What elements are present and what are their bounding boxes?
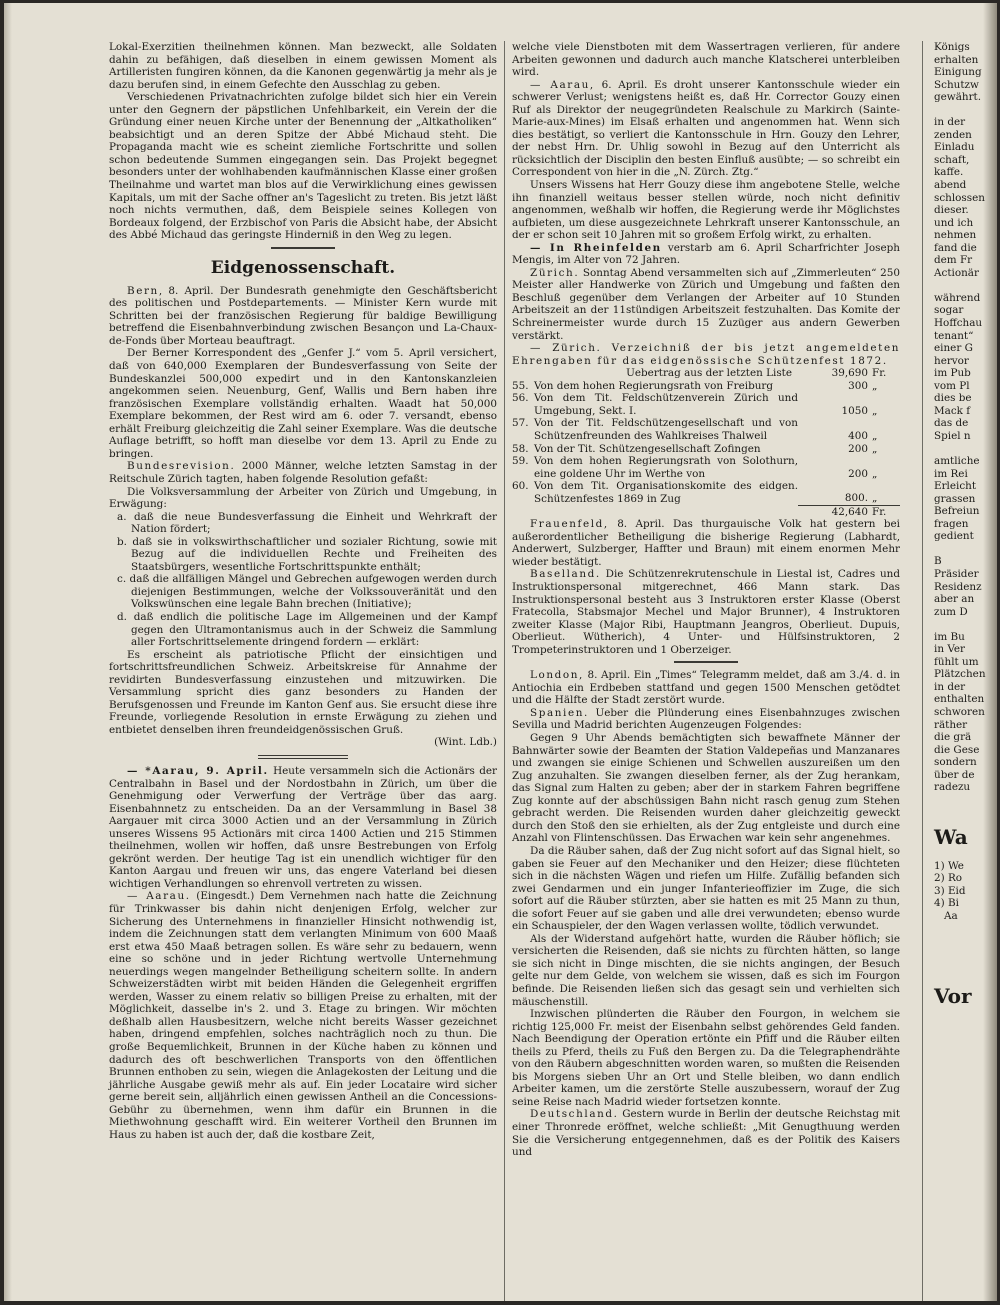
article-paragraph: Deutschland. Gestern wurde in Berlin der deutsche Reichstag mit einer Thronrede eröffnet, welche schließt: „Mit Genugthuung werden Sie die Versicherung entgegennehmen, daß es der Politik des Kaisers und: [512, 1108, 900, 1159]
article-paragraph: Frauenfeld, 8. April. Das thurgauische Volk hat gestern bei außerordentlicher Betheiligung die bisherige Regierung (Labhardt, Anderwert, Sulzberger, Haffter und Braun) mit einem enormen Mehr wieder bestätigt.: [512, 518, 900, 568]
dateline: — Aarau.: [127, 890, 191, 903]
truncated-line: schworen: [934, 705, 985, 718]
truncated-line: zum D: [934, 605, 968, 618]
truncated-line: Schutzw: [934, 78, 979, 91]
truncated-line: fand die: [934, 241, 977, 254]
dateline: — In Rheinfelden: [530, 241, 662, 254]
article-paragraph: Als der Widerstand aufgehört hatte, wurden die Räuber höflich; sie versicherten die Reisenden, daß sie nichts zu fürchten hätten, so lange sie sich nicht in Dinge mischten, die sie nichts angingen, der Besuch gelte nur dem Gelde, von welchem sie wissen, daß es sich im Fourgon befinde. Die Reisenden ließen sich das gesagt sein und verhielten sich mäuschenstill.: [512, 932, 900, 1008]
dateline: London,: [530, 669, 584, 682]
truncated-line: nehmen: [934, 229, 977, 242]
dateline: Deutschland.: [530, 1108, 619, 1121]
truncated-line: 3) Eid: [934, 884, 966, 897]
donation-table: [512, 367, 900, 518]
dateline: — Aarau,: [530, 78, 595, 91]
truncated-line: Mack f: [934, 404, 971, 417]
column-rule: [922, 41, 923, 1301]
article-paragraph: Spanien. Ueber die Plünderung eines Eisenbahnzuges zwischen Sevilla und Madrid berichten Augenzeugen Folgendes:: [512, 706, 900, 732]
truncated-line: während: [934, 291, 981, 304]
truncated-lines: [934, 860, 997, 910]
truncated-line: Aa: [944, 910, 958, 922]
truncated-line: die Gese: [934, 743, 980, 756]
truncated-line: [934, 443, 997, 456]
truncated-line: über de: [934, 768, 975, 781]
truncated-line: [934, 618, 997, 631]
truncated-lines: [934, 41, 997, 794]
column-1: [109, 41, 497, 1141]
truncated-line: Spiel n: [934, 429, 971, 442]
article-paragraph: Unsers Wissens hat Herr Gouzy diese ihm angebotene Stelle, welche ihn finanziell weitaus besser stellen würde, noch nicht definitiv angenommen, weßhalb wir hoffen, die Regierung werde ihr Möglichstes aufbieten, um diese ausgezeichnete Lehrkraft unserer Kantonsschule, an der er schon seit 10 Jahren mit so großem Erfolg wirkt, zu erhalten.: [512, 179, 900, 242]
source-attribution: (Wint. Ldb.): [434, 736, 497, 749]
separator: [271, 247, 335, 249]
article-paragraph: Lokal-Exerzitien theilnehmen können. Man bezweckt, alle Soldaten dahin zu befähigen, daß dieselben in einem gewissen Moment als Artilleristen fungiren können, da die Kanonen gegenwärtig ja mehr als je dazu berufen sind, in einem Gefechte den Ausschlag zu geben.: [109, 41, 497, 91]
dateline: Frauenfeld,: [530, 518, 609, 531]
truncated-line: B: [934, 555, 942, 568]
article-paragraph: Es erscheint als patriotische Pflicht der einsichtigen und fortschrittsfreundlichen Schweiz. Arbeitskreise für Annahme der revidirten Bundesverfassung einzustehen und mitzuwirken. Die Versammlung spricht dies ganz besonders zu Handen der Berufsgenossen und Freunde im Kanton Genf aus. Sie ersucht diese ihre Freunde, vorliegende Resolution in ernste Erwägung zu ziehen und entbietet denselben ihren freundeidgenössischen Gruß.: [109, 648, 497, 736]
table-row: 59. Von dem hohen Regierungsrath von Solothurn, eine goldene Uhr im Werthe von 200 „: [512, 455, 878, 480]
list-item: b. daß sie in volkswirthschaftlicher und sozialer Richtung, sowie mit Bezug auf die individuellen Rechte und Freiheiten des Staatsbürgers, wesentliche Fortschrittspunkte enthält;: [117, 535, 497, 573]
table-row: Uebertrag aus der letzten Liste 39,690 Fr.: [626, 367, 887, 380]
article-paragraph: Bundesrevision. 2000 Männer, welche letzten Samstag in der Reitschule Zürich tagten, haben folgende Resolution gefaßt:: [109, 460, 497, 485]
article-paragraph: — Aarau. (Eingesdt.) Dem Vernehmen nach hatte die Zeichnung für Trinkwasser bis dahin nicht denjenigen Erfolg, welcher zur Sicherung des Unternehmens in finanzieller Hinsicht nothwendig ist, indem die Zeichnungen statt dem verlangten Minimum von 600 Maaß erst etwa 450 Maaß betragen sollen. Es wäre sehr zu bedauern, wenn eine so schöne und in jeder Richtung wertvolle Unternehmung neuerdings wegen mangelnder Betheiligung scheitern sollte. In andern Schweizerstädten wirbt mit beiden Händen die Gelegenheit ergriffen werden, Wasser zu einem relativ so billigen Preise zu erhalten, mit der Möglichkeit, dasselbe in's 2. und 3. Etage zu bringen. Wir möchten deßhalb allen Hausbesitzern, welche nicht bereits Wasser gezeichnet haben, dringend empfehlen, solches nachträglich noch zu thun. Die große Bequemlichkeit, Brunnen in der Küche haben zu können und dadurch des oft beschwerlichen Transports von den öffentlichen Brunnen enthoben zu sein, wiegen die Anlagekosten der Leitung und die jährliche Ausgabe gewiß mehr als auf. Ein jeder Locataire wird sicher gerne bereit sein, alljährlich einen gewissen Antheil an die Concessions-Gebühr zu übernehmen, wenn ihm dafür ein Brunnen in die Miethwohnung geschafft wird. Ein weiterer Vortheil den Brunnen im Haus zu haben ist auch der, daß die kostbare Zeit,: [109, 890, 498, 1141]
truncated-line: Einigung: [934, 66, 982, 79]
truncated-lines: [934, 910, 997, 923]
truncated-line: in der: [934, 680, 966, 693]
truncated-line: Residenz: [934, 580, 982, 593]
page-shadow-left: [4, 3, 12, 1301]
truncated-line: erhalten: [934, 53, 979, 66]
table-row: 57. Von der Tit. Feldschützengesellschaft und von Schützenfreunden des Wahlkreises Thalweil 400 „: [512, 417, 878, 442]
truncated-line: im Bu: [934, 630, 965, 643]
list-item: d. daß endlich die politische Lage im Allgemeinen und der Kampf gegen den Ultramontanismus auch in der Schweiz die Sammlung aller Fortschrittselemente dringend fordern — erklärt:: [117, 610, 497, 649]
article-paragraph: — *Aarau, 9. April. Heute versammeln sich die Actionärs der Centralbahn in Basel und der Nordostbahn in Zürich, um über die Genehmigung oder Verwerfung der Verträge über das aarg. Eisenbahnnetz zu entscheiden. Da an der Versammlung in Basel 38 Aargauer mit circa 3000 Actien und an der Versammlung in Zürich unseres Wissens 95 Actionärs mit circa 1400 Actien und 215 Stimmen theilnehmen, wollen wir hoffen, daß unsre Bestrebungen von Erfolg gekrönt werden. Der heutige Tag ist ein unendlich wichtiger für den Kanton Aargau und freuen wir uns, das engere Vaterland bei diesen wichtigen Verhandlungen so ehrenvoll vertreten zu wissen.: [109, 764, 497, 890]
table-row: 58. Von der Tit. Schützengesellschaft Zofingen 200 „: [512, 442, 878, 455]
truncated-line: die grä: [934, 731, 972, 744]
column-3-partial: [934, 41, 997, 1009]
truncated-line: Königs: [934, 41, 970, 53]
truncated-line: [934, 279, 997, 292]
truncated-line: tenant“: [934, 329, 974, 342]
truncated-line: 4) Bi: [934, 897, 959, 910]
section-heading: Eidgenossenschaft.: [210, 257, 396, 278]
truncated-line: 2) Ro: [934, 872, 963, 885]
truncated-line: dem Fr: [934, 254, 973, 267]
truncated-line: enthalten: [934, 693, 985, 706]
truncated-line: vom Pl: [934, 379, 970, 392]
article-paragraph: Bern, 8. April. Der Bundesrath genehmigte den Geschäftsbericht des politischen und Postdepartements. — Minister Kern wurde mit Schritten bei der französischen Regierung für baldige Bewilligung betreffend die Eisenbahnverbindung zwischen Besançon und La-Chaux-de-Fonds über Morteau beauftragt.: [109, 284, 497, 347]
truncated-line: Präsider: [934, 567, 979, 580]
truncated-line: und ich: [934, 216, 974, 229]
dateline: — *Aarau, 9. April.: [127, 764, 269, 777]
truncated-line: im Pub: [934, 367, 971, 380]
truncated-line: Einladu: [934, 141, 975, 154]
truncated-line: dieser.: [934, 204, 969, 217]
truncated-line: schaft,: [934, 153, 970, 166]
article-paragraph: London, 8. April. Ein „Times“ Telegramm meldet, daß am 3./4. d. in Antiochia ein Erdbeben stattfand und gegen 1500 Menschen getödtet und die Hälfte der Stadt zerstört wurde.: [512, 669, 900, 707]
truncated-heading: Vor: [934, 983, 972, 1008]
truncated-line: radezu: [934, 781, 971, 794]
truncated-line: Erleicht: [934, 480, 977, 493]
separator: [258, 755, 348, 759]
truncated-line: grassen: [934, 492, 976, 505]
article-paragraph: Inzwischen plünderten die Räuber den Fourgon, in welchem sie richtig 125,000 Fr. meist der Eisenbahn selbst gehörendes Geld fanden. Nach Beendigung der Operation ertönte ein Pfiff und die Räuber eilten theils zu Pferd, theils zu Fuß den Bergen zu. Da die Telegraphendrähte von den Räubern abgeschnitten worden waren, so mußten die Reisenden bis Morgens sieben Uhr an Ort und Stelle bleiben, wo dann endlich Arbeiter kamen, um die zerstörte Stelle auszubessern, worauf der Zug seine Reise nach Madrid wieder fortsetzen konnte.: [512, 1008, 900, 1108]
dateline: Baselland.: [530, 568, 601, 581]
list-heading: — Zürich. Verzeichniß der bis jetzt angemeldeten Ehrengaben für das eidgenössische Schützenfest 1872.: [512, 342, 900, 367]
truncated-line: dies be: [934, 392, 972, 405]
truncated-line: das de: [934, 417, 969, 430]
article-paragraph: welche viele Dienstboten mit dem Wassertragen verlieren, für andere Arbeiten gewonnen und dadurch auch manche Klatscherei unterbleiben wird.: [512, 41, 900, 79]
article-paragraph: Zürich. Sonntag Abend versammelten sich auf „Zimmerleuten“ 250 Meister aller Handwerke von Zürich und Umgebung und faßten den Beschluß gegenüber dem Verlangen der Arbeiter auf 10 Stunden Arbeitszeit an der 11stündigen Arbeitszeit festzuhalten. Das Komite der Schreinermeister wurde durch 15 Zuzüger aus andern Gewerben verstärkt.: [512, 266, 900, 342]
article-paragraph: Die Volksversammlung der Arbeiter von Zürich und Umgebung, in Erwägung:: [109, 485, 497, 511]
truncated-line: sogar: [934, 304, 964, 317]
truncated-line: [934, 543, 997, 556]
truncated-line: in der: [934, 116, 966, 129]
truncated-line: in Ver: [934, 643, 965, 656]
truncated-line: zenden: [934, 128, 972, 141]
article-paragraph: Der Berner Korrespondent des „Genfer J.“ vom 5. April versichert, daß von 640,000 Exemplaren der Bundesverfassung von Seite der Bundeskanzlei 500,000 expedirt und in den Kantonskanzleien angekommen seien. Neuenburg, Genf, Wallis und Bern haben ihre französischen Exemplare vollständig erhalten. Waadt hat 50,000 Exemplare bekommen, der Rest wird am 6. oder 7. versandt, ebenso erhält Freiburg gleichzeitig die Zahl seiner Exemplare. Was die deutsche Auflage betrifft, so hofft man dieselbe vor dem 13. April zu Ende zu bringen.: [109, 347, 497, 460]
table-row: 56. Von dem Tit. Feldschützenverein Zürich und Umgebung, Sekt. I. 1050 „: [512, 392, 878, 417]
truncated-line: Plätzchen: [934, 668, 986, 681]
truncated-line: im Rei: [934, 467, 968, 480]
dateline: Bern: [127, 284, 159, 297]
newspaper-page: [4, 3, 997, 1301]
article-paragraph: — In Rheinfelden verstarb am 6. April Scharfrichter Joseph Mengis, im Alter von 72 Jahren.: [512, 241, 900, 267]
dateline: Spanien.: [530, 706, 589, 719]
truncated-line: einer G: [934, 342, 973, 355]
truncated-line: Hoffchau: [934, 317, 983, 330]
truncated-line: abend: [934, 179, 967, 192]
truncated-line: fragen: [934, 517, 969, 530]
article-paragraph: Gegen 9 Uhr Abends bemächtigten sich bewaffnete Männer der Bahnwärter sowie der Beamten der Station Valdepeñas und Manzanares und zwangen sie einige Schienen und Schwellen auszureißen um den Zug anzuhalten. Sie zwangen dieselben ferner, als der Zug herankam, das Signal zum Halten zu geben; aber der in starkem Fahren begriffene Zug konnte auf der abschüssigen Bahn nicht rasch genug zum Stehen gebracht werden. Die Reisenden wurden daher gleichzeitig geweckt durch den Stoß den sie erhielten, als der Zug entgleiste und durch eine Anzahl von Flintenschüssen. Das Erwachen war kein sehr angenehmes.: [512, 732, 900, 845]
truncated-line: aber an: [934, 593, 975, 606]
truncated-line: schlossen: [934, 191, 985, 204]
truncated-line: fühlt um: [934, 655, 979, 668]
dateline: Zürich.: [530, 266, 580, 279]
article-paragraph: — Aarau, 6. April. Es droht unserer Kantonsschule wieder ein schwerer Verlust; wenigstens heißt es, daß Hr. Corrector Gouzy einen Ruf als Direktor der neugegründeten Realschule zu Markirch (Sainte-Marie-aux-Mines) im Elsaß erhalten und angenommen hat. Wenn sich dies bestätigt, so verliert die Kantonsschule in Hrn. Gouzy den Lehrer, der nebst Hrn. Dr. Uhlig sowohl in Bezug auf den Unterricht als rücksichtlich der Disciplin den besten Einfluß ausübte; — so schreibt ein Correspondent von hier in die „N. Zürch. Ztg.“: [512, 78, 900, 179]
article-paragraph: Verschiedenen Privatnachrichten zufolge bildet sich hier ein Verein unter den Gegnern der päpstlichen Unfehlbarkeit, ein Verein der die Gründung einer neuen Kirche unter der Benennung der „Altkatholiken“ beabsichtigt und an deren Spitze der Abbé Michaud steht. Die Propaganda macht wie es scheint ziemliche Fortschritte und sollen schon bedeutende Summen eingegangen sein. Das Projekt begegnet besonders unter der wohlhabenden kaufmännischen Klasse einer großen Theilnahme und wartet man blos auf die Verwirklichung eines gewissen Kapitals, um mit der Sache offner an's Tageslicht zu treten. Bis jetzt läßt noch nichts vermuthen, daß, dem Beispiele seines Kollegen von Bordeaux folgend, der Erzbischof von Paris die Absicht habe, der Absicht des Abbé Michaud das geringste Hinderniß in den Weg zu legen.: [109, 91, 497, 242]
column-2: [512, 41, 900, 1159]
truncated-line: [934, 104, 997, 117]
separator: [674, 661, 738, 663]
article-paragraph: Da die Räuber sahen, daß der Zug nicht sofort auf das Signal hielt, so gaben sie Feuer auf den Mechaniker und den Heizer; diese flüchteten sich in die nächsten Wägen und riefen um Hilfe. Zufällig befanden sich zwei Gendarmen und ein junger Infanterieoffizier im Zuge, die sich sofort auf die Räuber stürzten, aber sie hatten es mit 25 Mann zu thun, die sofort Feuer auf sie gaben und alle drei verwundeten; ebenso wurde ein Schauspieler, der den Wagen verlassen wollte, tödlich verwundet.: [512, 844, 900, 933]
list-item: a. daß die neue Bundesverfassung die Einheit und Wehrkraft der Nation fördert;: [117, 510, 497, 536]
list-item: c. daß die allfälligen Mängel und Gebrechen aufgewogen werden durch diejenigen Bestimmungen, welche der Volkssouveränität und den Volkswünschen eine legale Bahn brechen (Initiative);: [117, 573, 497, 611]
truncated-heading: Wa: [934, 824, 968, 849]
table-row: 55. Von dem hohen Regierungsrath von Freiburg 300 „: [512, 379, 878, 392]
truncated-line: gewährt.: [934, 91, 982, 104]
truncated-line: Befreiun: [934, 505, 980, 518]
article-paragraph: Baselland. Die Schützenrekrutenschule in Liestal ist, Cadres und Instruktionspersonal mitgerechnet, 466 Mann stark. Das Instruktionspersonal besteht aus 3 Instruktoren erster Klasse (Oberst Fratecolla, Stabsmajor Mechel und Major Brunner), 4 Instruktoren zweiter Klasse (Major Ribi, Hauptmann Jeangros, Oberlieut. Dupuis, Oberlieut. Wütherich), 4 Unter- und Hülfsinstruktoren, 2 Trompeterinstruktoren und 1 Oberzeiger.: [512, 568, 900, 656]
truncated-line: Actionär: [934, 266, 979, 279]
table-row: 60. Von dem Tit. Organisationskomite des eidgen. Schützenfestes 1869 in Zug 800. „: [512, 480, 878, 505]
truncated-line: sondern: [934, 756, 977, 769]
truncated-line: hervor: [934, 354, 969, 367]
dateline: Bundesrevision.: [127, 460, 236, 473]
truncated-line: kaffe.: [934, 166, 964, 179]
truncated-line: 1) We: [934, 859, 964, 872]
column-rule: [504, 41, 505, 1301]
truncated-line: gedient: [934, 530, 974, 543]
table-total-row: 42,640 Fr.: [512, 505, 900, 518]
truncated-line: amtliche: [934, 455, 980, 468]
truncated-line: räther: [934, 718, 968, 731]
